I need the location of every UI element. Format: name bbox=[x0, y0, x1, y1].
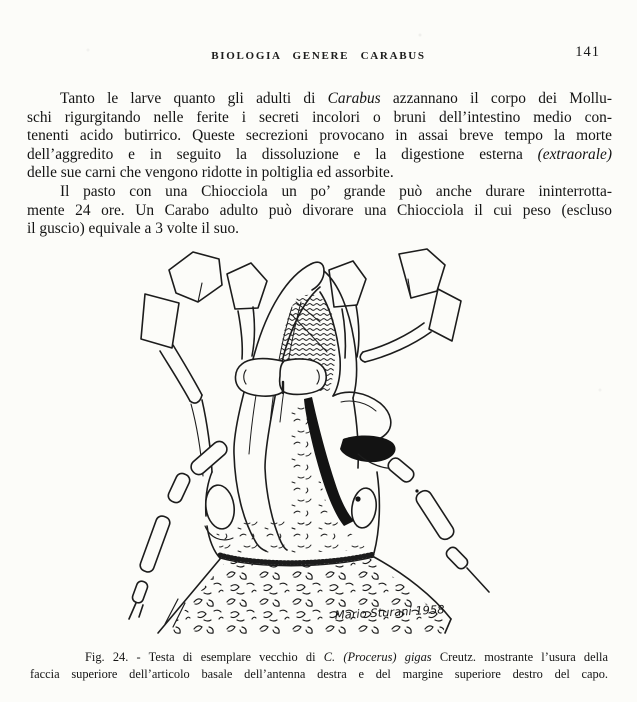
right-mandible-base bbox=[333, 392, 391, 442]
right-palps bbox=[329, 249, 461, 362]
text-line: dell’aggredito e in seguito la dissoluzione e la digestione esterna (extraorale) bbox=[27, 145, 612, 163]
figure-caption bbox=[30, 649, 608, 684]
paragraph-2 bbox=[27, 183, 612, 239]
artist-signature: Mario Sturani 1958 bbox=[333, 602, 445, 622]
text-line: tenenti acido butirrico. Queste secrezioni provocano in assai breve tempo la morte bbox=[27, 127, 612, 145]
text-line: Il pasto con una Chiocciola un po’ grande può anche durare ininterrotta- bbox=[60, 182, 612, 200]
beetle-head-drawing bbox=[129, 249, 489, 634]
text-line: Fig. 24. - Testa di esemplare vecchio di C. (Procerus) gigas Creutz. mostrante l’usura della bbox=[85, 649, 608, 664]
clypeus-bowtie bbox=[235, 358, 326, 396]
text-line: faccia superiore dell’articolo basale dell’antenna destra e del margine superiore destro del capo. bbox=[30, 667, 608, 682]
figure-illustration bbox=[123, 245, 515, 637]
text-line: delle sue carni che vengono ridotte in poltiglia ed assorbite. bbox=[27, 164, 394, 182]
pronotum-texture bbox=[165, 559, 449, 634]
right-antenna bbox=[385, 455, 488, 591]
paragraph-1 bbox=[27, 90, 612, 183]
wear-black-scape bbox=[340, 435, 396, 462]
beetle-head-figure bbox=[123, 245, 515, 637]
body-text bbox=[27, 90, 612, 239]
right-eye bbox=[349, 486, 378, 529]
running-title: BIOLOGIA GENERE CARABUS bbox=[211, 50, 426, 62]
text-line: il guscio) equivale a 3 volte il suo. bbox=[27, 220, 240, 238]
left-eye bbox=[203, 483, 237, 530]
running-head bbox=[0, 0, 637, 63]
pronotum bbox=[158, 557, 451, 634]
text-line: Tanto le larve quanto gli adulti di Carabus azzannano il corpo dei Mollu- bbox=[60, 90, 613, 107]
page-number: 141 bbox=[575, 44, 600, 60]
text-line: mente 24 ore. Un Carabo adulto può divorare una Chiocciola il cui peso (escluso bbox=[27, 201, 612, 219]
text-line: schi rigurgitando nelle ferite i secreti incolori o bruni dell’intestino medio con- bbox=[27, 108, 612, 126]
right-eye-spot bbox=[355, 496, 360, 501]
